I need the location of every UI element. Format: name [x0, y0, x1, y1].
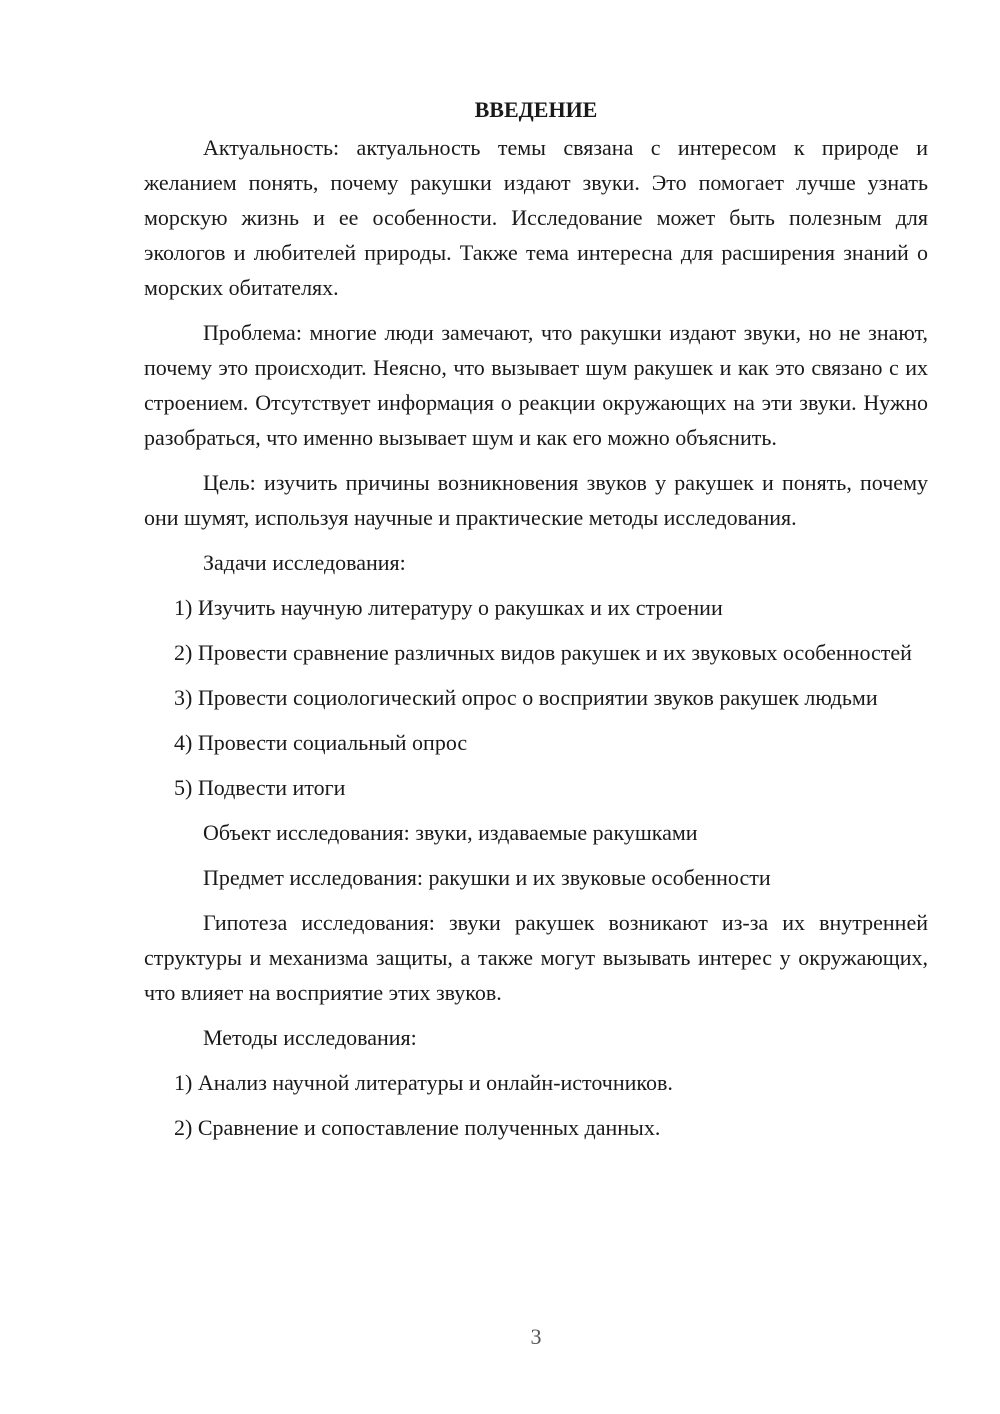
method-item: 1) Анализ научной литературы и онлайн-источников. — [174, 1070, 673, 1095]
tasks-heading: Задачи исследования: — [203, 550, 406, 575]
object-paragraph: Объект исследования: звуки, издаваемые ракушками — [203, 820, 698, 845]
page-title: ВВЕДЕНИЕ — [474, 97, 598, 122]
problem-paragraph: Проблема: многие люди замечают, что ракушки издают звуки, но не знают, почему это происходит. Неясно, что вызывает шум ракушек и как это связано с их строением. Отсутствует информация о реакции окружающих на эти звуки. Нужно разобраться, что именно вызывает шум и как его можно объяснить. — [144, 320, 928, 450]
methods-heading: Методы исследования: — [203, 1025, 417, 1050]
task-item: 5) Подвести итоги — [174, 775, 346, 800]
hypothesis-paragraph: Гипотеза исследования: звуки ракушек возникают из-за их внутренней структуры и механизма защиты, а также могут вызывать интерес у окружающих, что влияет на восприятие этих звуков. — [144, 910, 928, 1005]
page-number: 3 — [530, 1324, 542, 1349]
actuality-paragraph: Актуальность: актуальность темы связана с интересом к природе и желанием понять, почему ракушки издают звуки. Это помогает лучше узнать морскую жизнь и ее особенности. Исследование может быть полезным для экологов и любителей природы. Также тема интересна для расширения знаний о морских обитателях. — [144, 135, 928, 300]
method-item: 2) Сравнение и сопоставление полученных данных. — [174, 1115, 661, 1140]
task-item: 4) Провести социальный опрос — [174, 730, 468, 755]
subject-paragraph: Предмет исследования: ракушки и их звуковые особенности — [203, 865, 771, 890]
task-item: 2) Провести сравнение различных видов ракушек и их звуковых особенностей — [174, 640, 912, 665]
goal-paragraph: Цель: изучить причины возникновения звуков у ракушек и понять, почему они шумят, используя научные и практические методы исследования. — [144, 470, 928, 530]
task-item: 1) Изучить научную литературу о ракушках и их строении — [174, 595, 723, 620]
document-page — [144, 92, 928, 1155]
task-item: 3) Провести социологический опрос о восприятии звуков ракушек людьми — [174, 685, 878, 710]
